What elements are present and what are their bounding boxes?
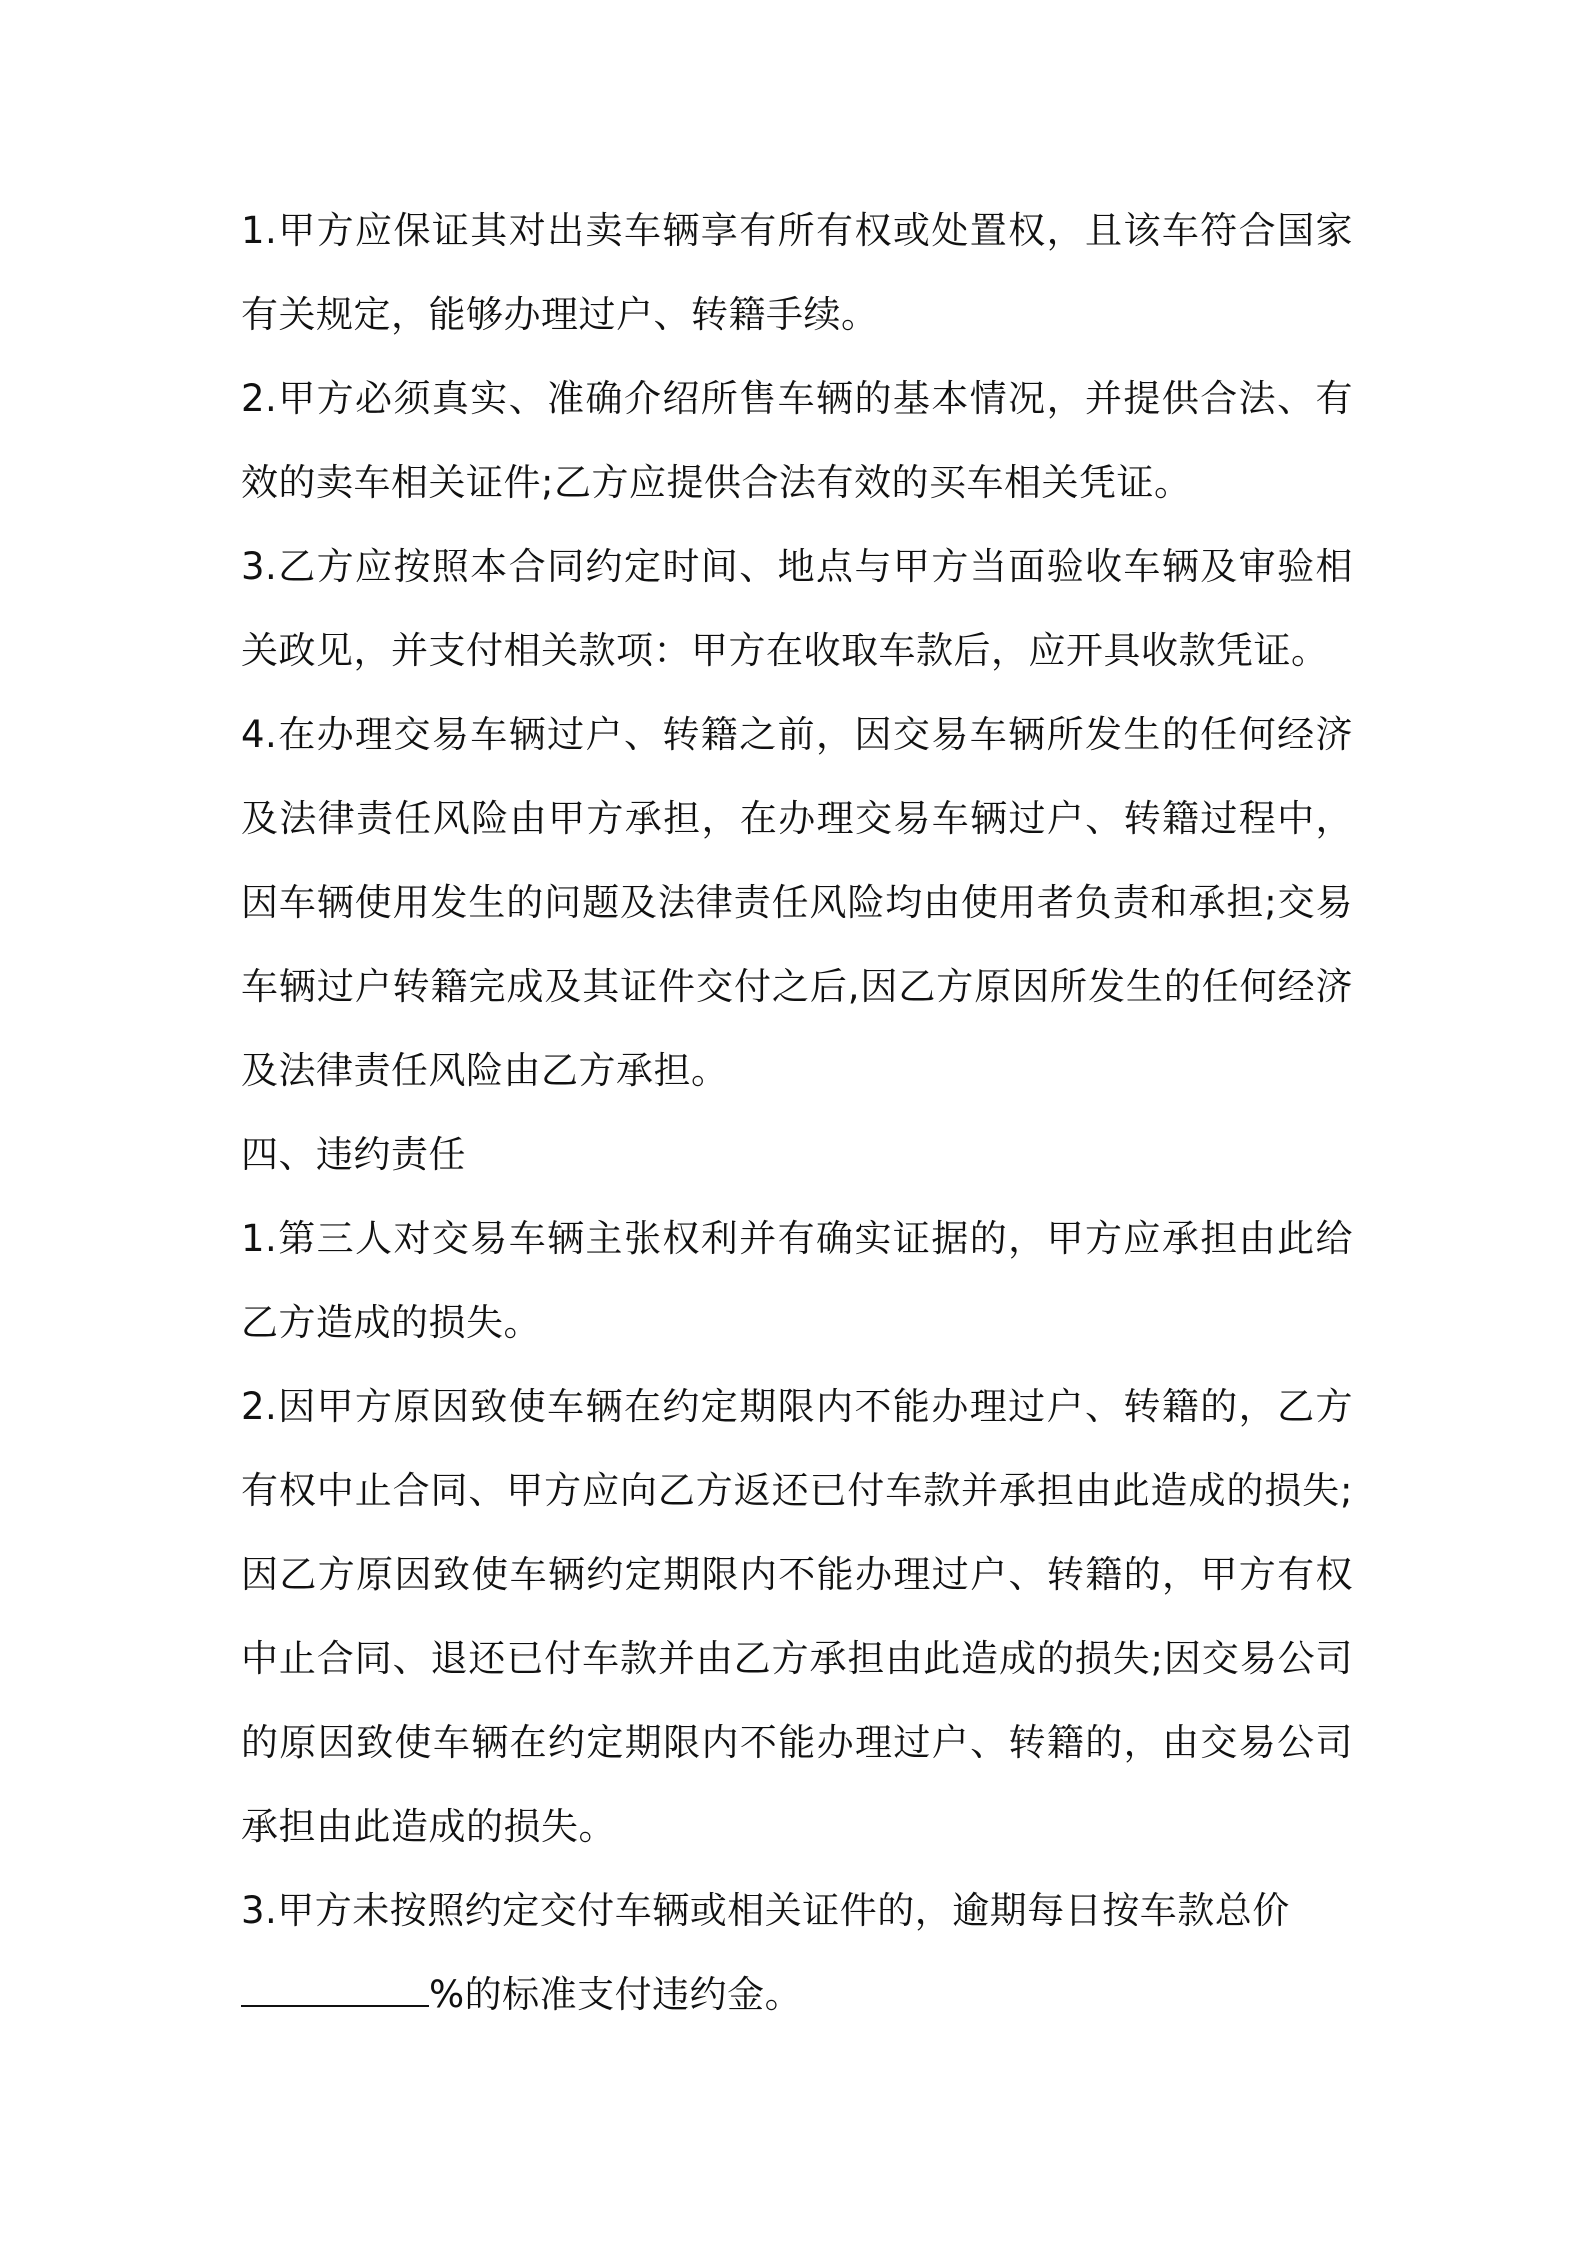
clause-text: 3.甲方未按照约定交付车辆或相关证件的，逾期每日按车款总价	[241, 1889, 1290, 1932]
clause-paragraph: 2.甲方必须真实、准确介绍所售车辆的基本情况，并提供合法、有效的卖车相关证件;乙方应提供合法有效的买车相关凭证。	[241, 377, 1353, 504]
clause-paragraph: 1.第三人对交易车辆主张权利并有确实证据的，甲方应承担由此给乙方造成的损失。	[241, 1217, 1353, 1344]
section-heading: 四、违约责任	[241, 1133, 466, 1176]
clause-suffix: %的标准支付违约金。	[429, 1973, 803, 2016]
clause-paragraph: 2.因甲方原因致使车辆在约定期限内不能办理过户、转籍的，乙方有权中止合同、甲方应向乙方返还已付车款并承担由此造成的损失;因乙方原因致使车辆约定期限内不能办理过户、转籍的，甲方有权中止合同、退还已付车款并由乙方承担由此造成的损失;因交易公司的原因致使车辆在约定期限内不能办理过户、转籍的，由交易公司承担由此造成的损失。	[241, 1385, 1353, 1848]
clause-paragraph: 4.在办理交易车辆过户、转籍之前，因交易车辆所发生的任何经济及法律责任风险由甲方承担，在办理交易车辆过户、转籍过程中，因车辆使用发生的问题及法律责任风险均由使用者负责和承担;交易车辆过户转籍完成及其证件交付之后,因乙方原因所发生的任何经济及法律责任风险由乙方承担。	[241, 713, 1353, 1092]
clause-paragraph: 3.乙方应按照本合同约定时间、地点与甲方当面验收车辆及审验相关政见，并支付相关款项：甲方在收取车款后，应开具收款凭证。	[241, 545, 1353, 672]
clause-paragraph	[241, 1869, 1353, 2037]
clause-paragraph: 1.甲方应保证其对出卖车辆享有所有权或处置权，且该车符合国家有关规定，能够办理过户、转籍手续。	[241, 209, 1353, 336]
fill-in-blank	[241, 1975, 429, 2007]
document-body	[241, 189, 1353, 2037]
